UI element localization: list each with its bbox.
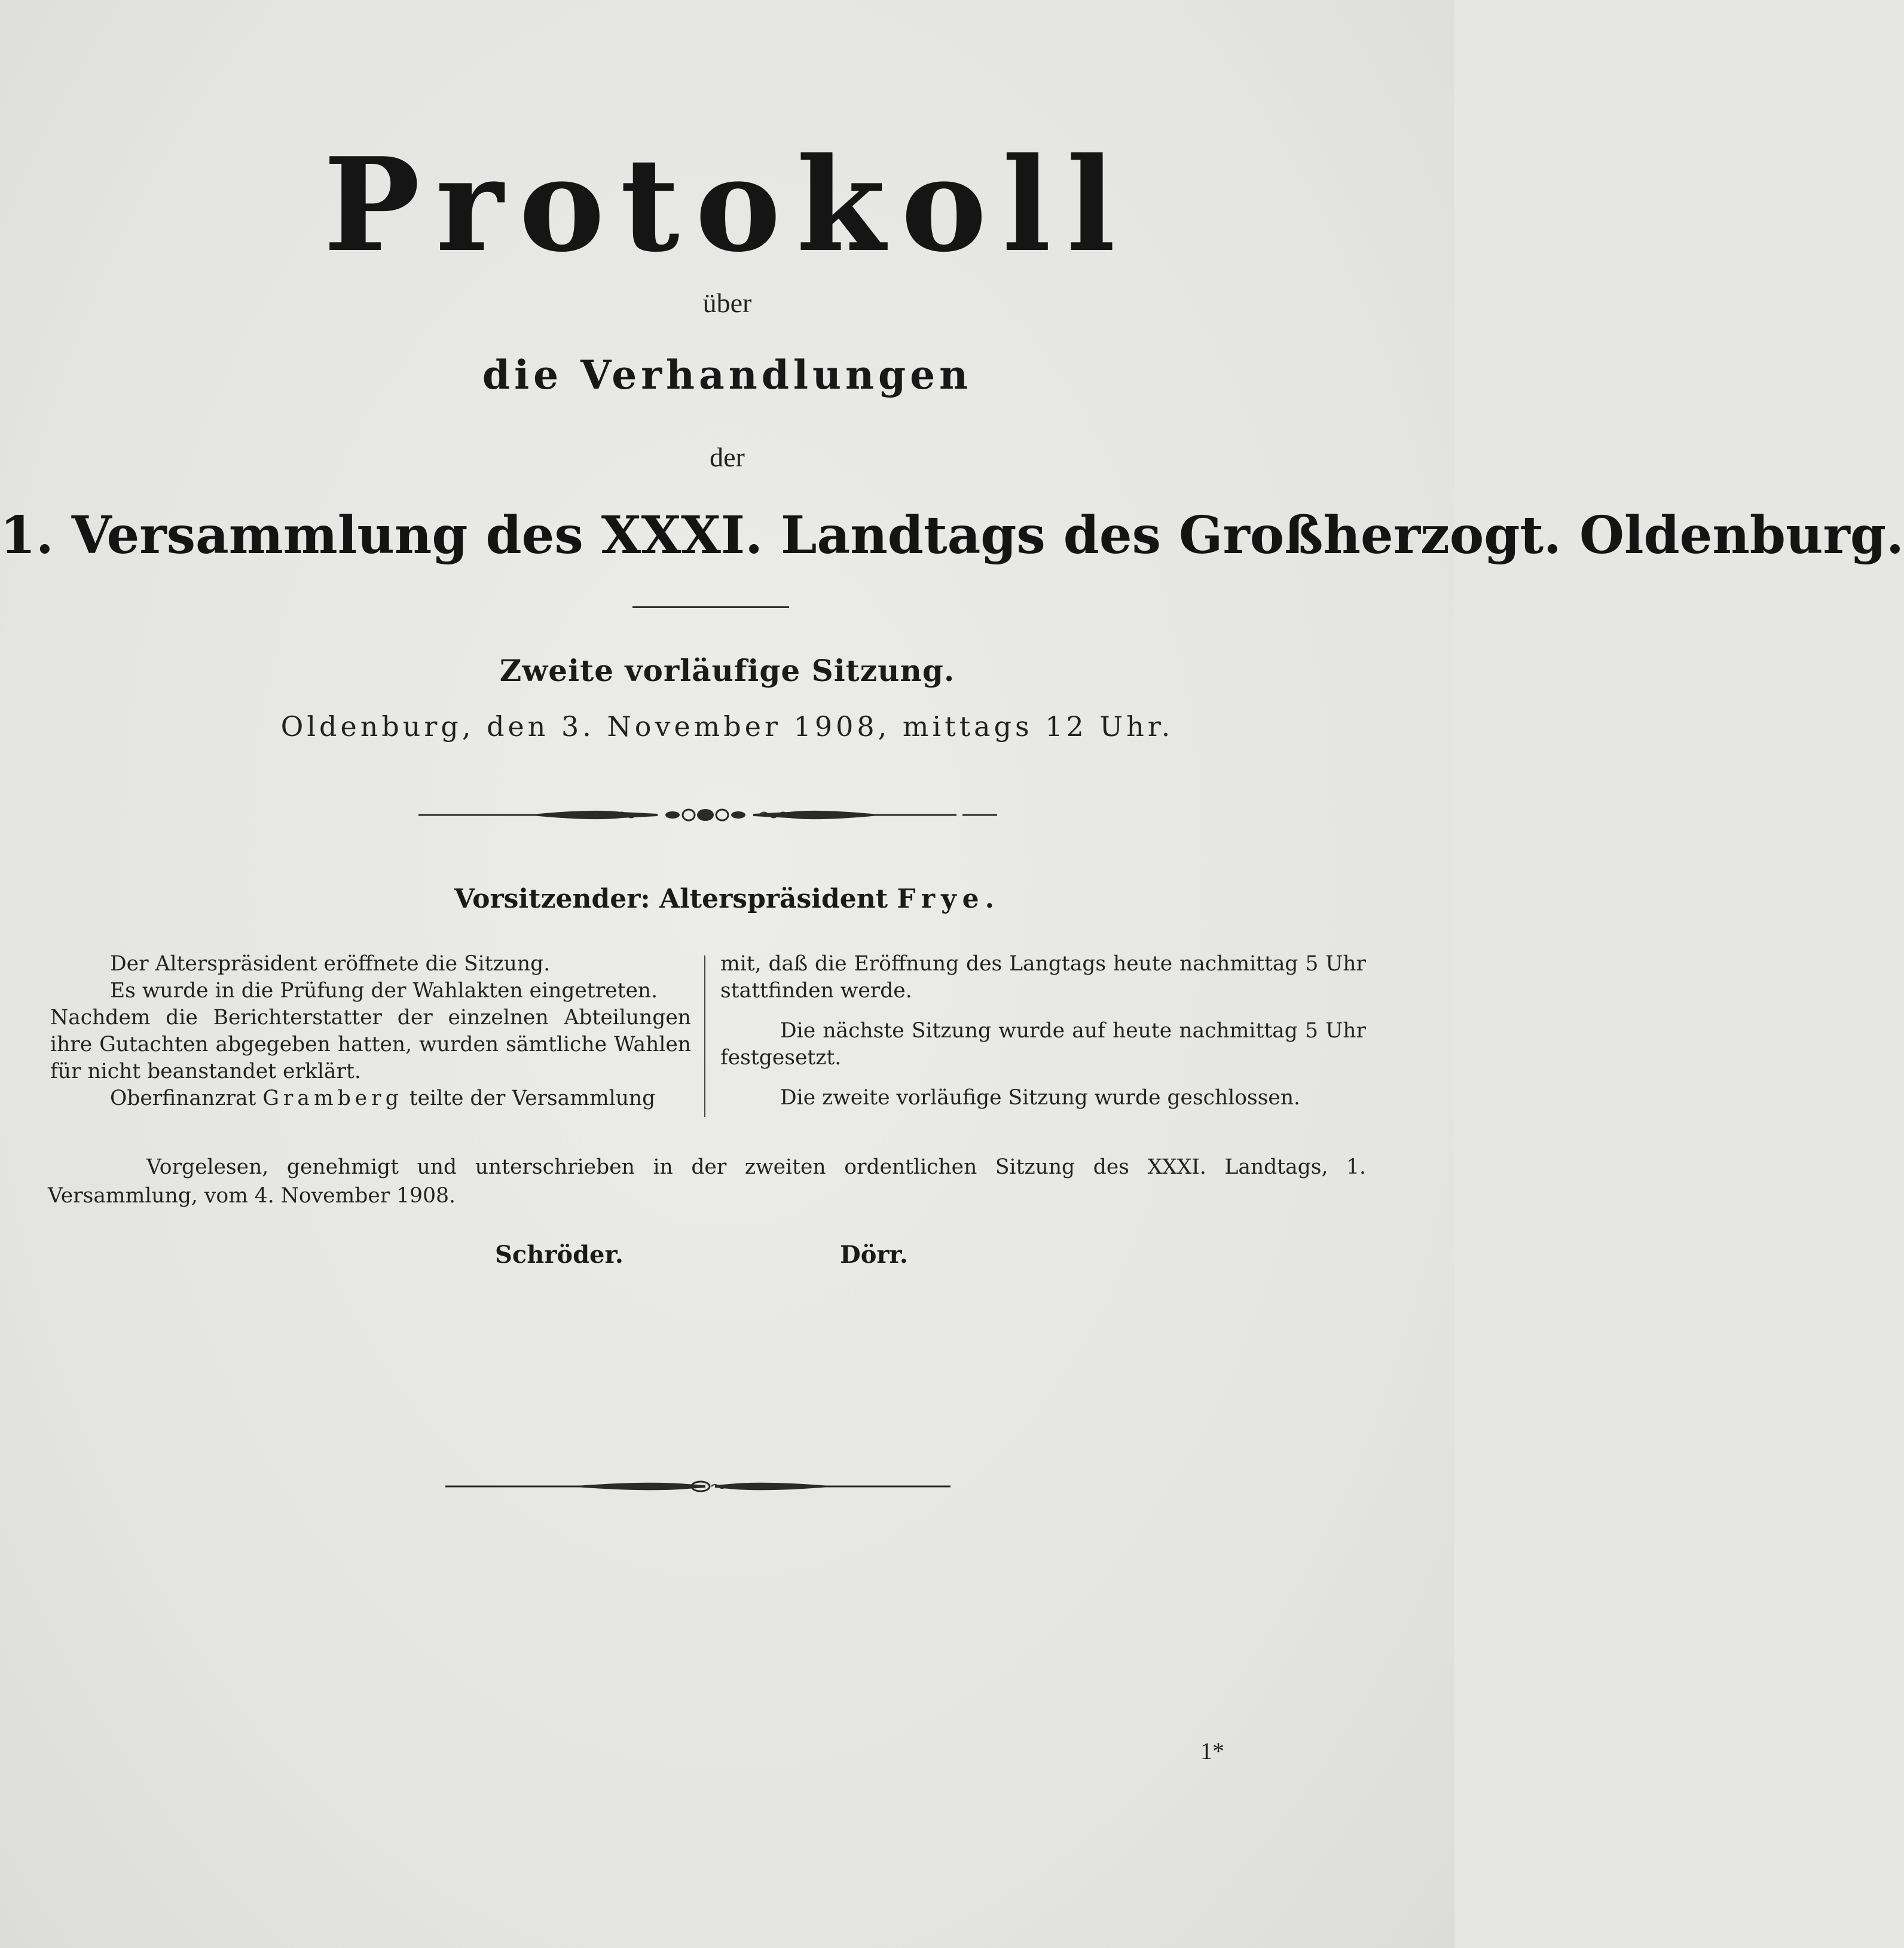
assembly-heading: 1. Versammlung des XXXI. Landtags des Großherzogt. Oldenburg. <box>0 505 1904 566</box>
chair-label: Vorsitzender: Alterspräsident <box>454 884 888 914</box>
session-heading: Zweite vorläufige Sitzung. <box>499 653 955 688</box>
chair-line <box>0 884 1454 914</box>
left-paragraph-3: Nachdem die Berichterstatter der einzelnen Abteilungen ihre Gutachten abgegeben hatten, wurden sämtliche Wahlen für nicht beanstandet erklärt. <box>50 1006 691 1083</box>
read-statement-text: Vorgelesen, genehmigt und unterschrieben in der zweiten ordentlichen Sitzung des XXXI. Landtags, 1. Versammlung, vom 4. November 1908. <box>48 1155 1366 1208</box>
subtitle-over: über <box>702 288 752 318</box>
read-statement <box>48 1153 1366 1210</box>
page-number: 1* <box>1200 1738 1224 1764</box>
right-paragraph-1: mit, daß die Eröffnung des Langtags heute nachmittag 5 Uhr stattfinden werde. <box>720 952 1366 1003</box>
ornamental-divider-bottom <box>0 1474 1454 1498</box>
left-column <box>50 951 691 1112</box>
left-paragraph-4 <box>50 1085 691 1112</box>
document-title: Protokoll <box>323 129 1131 280</box>
member-name: Gramberg <box>262 1086 403 1110</box>
left-paragraph-4-start: Oberfinanzrat <box>110 1086 256 1110</box>
right-column <box>720 951 1366 1112</box>
right-paragraph-2: Die nächste Sitzung wurde auf heute nachmittag 5 Uhr festgesetzt. <box>720 1019 1366 1070</box>
left-paragraph-4-end: teilte der Versammlung <box>409 1086 656 1110</box>
chair-name: Frye. <box>897 884 1000 914</box>
session-dateline: Oldenburg, den 3. November 1908, mittags 12 Uhr. <box>280 710 1174 743</box>
ornamental-divider-top <box>0 800 1454 830</box>
right-paragraph-3: Die zweite vorläufige Sitzung wurde geschlossen. <box>780 1086 1301 1110</box>
signature-schroeder: Schröder. <box>495 1241 624 1269</box>
column-divider <box>704 955 705 1117</box>
subtitle-of: der <box>710 442 745 472</box>
left-paragraph-1: Der Alterspräsident eröffnete die Sitzung. <box>110 952 551 976</box>
short-divider-rule <box>632 606 789 608</box>
left-paragraph-2: Es wurde in die Prüfung der Wahlakten eingetreten. <box>110 979 658 1003</box>
signature-doerr: Dörr. <box>840 1241 908 1269</box>
subtitle-proceedings: die Verhandlungen <box>482 352 973 398</box>
